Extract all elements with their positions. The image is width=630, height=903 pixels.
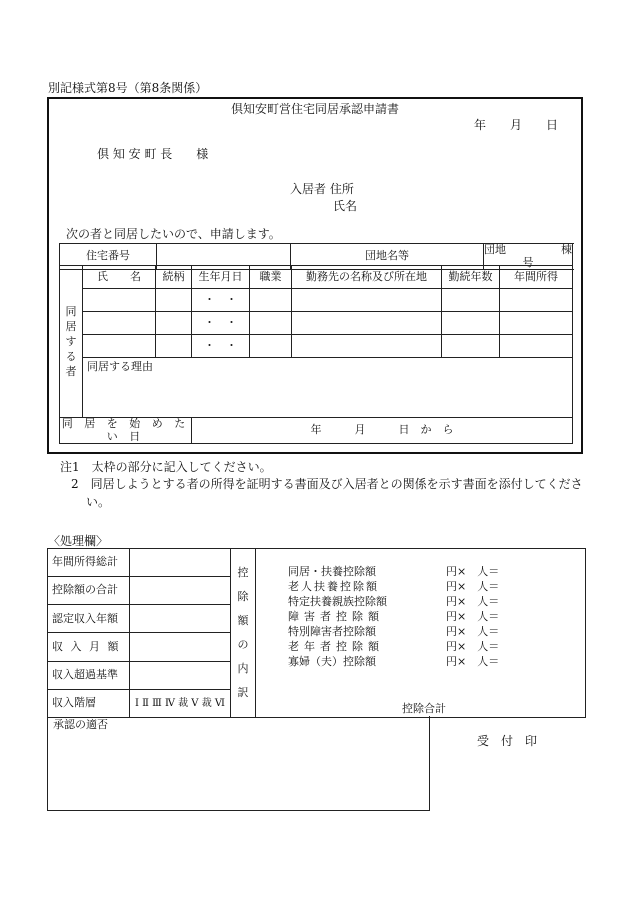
side-char: る <box>65 350 77 363</box>
addressee: 倶 知 安 町 長 様 <box>97 147 209 161</box>
income-cell[interactable] <box>500 289 573 312</box>
deduction-name: 特別障害者控除額 <box>288 625 376 638</box>
processing-table <box>47 548 586 718</box>
recognized-income-label: 認定収入年額 <box>48 605 130 633</box>
workplace-cell[interactable] <box>292 335 442 358</box>
col-birthdate: 生年月日 <box>192 266 250 289</box>
deduction-name: 同居・扶養控除額 <box>288 565 376 578</box>
col-name: 氏 名 <box>83 266 156 289</box>
side-char: す <box>65 335 77 348</box>
workplace-cell[interactable] <box>292 289 442 312</box>
income-class-label: 収入階層 <box>48 689 130 717</box>
deduction-total-label: 控除合計 <box>402 702 446 715</box>
name-cell[interactable] <box>83 312 156 335</box>
approval-label: 承認の適否 <box>53 718 108 731</box>
years-cell[interactable] <box>442 335 500 358</box>
years-cell[interactable] <box>442 289 500 312</box>
income-cell[interactable] <box>500 335 573 358</box>
deduction-value: 円× 人＝ <box>446 580 500 593</box>
reason-label: 同居する理由 <box>87 360 153 373</box>
col-workplace: 勤務先の名称及び所在地 <box>292 266 442 289</box>
annual-income-total-label: 年間所得総計 <box>48 549 130 577</box>
deduction-value: 円× 人＝ <box>446 625 500 638</box>
deduction-sum-label: 控除額の合計 <box>48 577 130 605</box>
deduction-name: 障害者控除額 <box>288 610 384 623</box>
reason-field[interactable] <box>83 358 573 418</box>
years-cell[interactable] <box>442 312 500 335</box>
side-char: 内 <box>237 662 249 675</box>
occupation-cell[interactable] <box>250 312 292 335</box>
processing-title: 〈処理欄〉 <box>48 534 109 548</box>
complex-value: 団地 棟 号 <box>484 243 628 269</box>
recognized-income-field[interactable] <box>130 605 231 633</box>
occupation-cell[interactable] <box>250 335 292 358</box>
col-income: 年間所得 <box>500 266 573 289</box>
approval-box[interactable] <box>47 716 430 811</box>
receipt-stamp-label: 受 付 印 <box>477 734 538 748</box>
deduction-sum-field[interactable] <box>130 577 231 605</box>
side-char: の <box>237 638 249 651</box>
monthly-income-field[interactable] <box>130 633 231 661</box>
deduction-side-label <box>231 549 256 718</box>
workplace-cell[interactable] <box>292 312 442 335</box>
table-row <box>60 312 573 335</box>
relation-cell[interactable] <box>156 289 192 312</box>
col-years: 勤続年数 <box>442 266 500 289</box>
side-char: 者 <box>65 365 77 378</box>
table-row <box>60 289 573 312</box>
table-row <box>60 335 573 358</box>
house-no-label: 住宅番号 <box>60 244 157 270</box>
document-title: 倶知安町営住宅同居承認申請書 <box>230 102 399 116</box>
occupation-cell[interactable] <box>250 289 292 312</box>
col-relation: 続柄 <box>156 266 192 289</box>
name-cell[interactable] <box>83 335 156 358</box>
applicant-name-label: 氏名 <box>333 199 358 213</box>
deduction-name: 特定扶養親族控除額 <box>288 595 387 608</box>
side-char: 訳 <box>237 686 249 699</box>
birthdate-cell[interactable]: ・ ・ <box>192 312 250 335</box>
side-char: 控 <box>237 566 249 579</box>
note-2-cont: い。 <box>86 495 111 509</box>
complex-name-label: 団地名等 <box>291 244 484 270</box>
deduction-name: 寡婦（夫）控除額 <box>288 655 376 668</box>
side-char: 額 <box>237 614 249 627</box>
birthdate-cell[interactable]: ・ ・ <box>192 289 250 312</box>
side-char: 同 <box>65 305 77 318</box>
col-occupation: 職業 <box>250 266 292 289</box>
monthly-income-label: 収 入 月 額 <box>48 633 130 661</box>
annual-income-total-field[interactable] <box>130 549 231 577</box>
cohabitant-side-label <box>60 266 83 418</box>
start-date-value[interactable]: 年 月 日 か ら <box>192 418 573 444</box>
name-cell[interactable] <box>83 289 156 312</box>
deduction-value: 円× 人＝ <box>446 655 500 668</box>
date-line: 年 月 日 <box>474 118 559 132</box>
deduction-breakdown <box>256 549 586 718</box>
deduction-value: 円× 人＝ <box>446 640 500 653</box>
income-class-value[interactable]: Ⅰ Ⅱ Ⅲ Ⅳ 裁 Ⅴ 裁 Ⅵ <box>130 689 231 717</box>
side-char: 居 <box>65 320 77 333</box>
income-excess-label: 収入超過基準 <box>48 661 130 689</box>
deduction-value: 円× 人＝ <box>446 565 500 578</box>
cohabitant-table <box>59 265 573 444</box>
intro-text: 次の者と同居したいので、申請します。 <box>66 227 281 241</box>
income-excess-field[interactable] <box>130 661 231 689</box>
note-2: 2 同居しようとする者の所得を証明する書面及び入居者との関係を示す書面を添付してくださ <box>71 477 583 491</box>
side-char: 除 <box>237 590 249 603</box>
form-number: 別記様式第8号（第8条関係） <box>48 81 208 95</box>
relation-cell[interactable] <box>156 312 192 335</box>
applicant-address-label: 入居者 住所 <box>290 182 354 196</box>
note-1: 注1 太枠の部分に記入してください。 <box>60 460 272 474</box>
income-cell[interactable] <box>500 312 573 335</box>
deduction-value: 円× 人＝ <box>446 595 500 608</box>
deduction-name: 老人扶養控除額 <box>288 580 379 593</box>
deduction-value: 円× 人＝ <box>446 610 500 623</box>
start-date-label: 同 居 を 始 め た い 日 <box>60 418 192 444</box>
relation-cell[interactable] <box>156 335 192 358</box>
birthdate-cell[interactable]: ・ ・ <box>192 335 250 358</box>
deduction-name: 老年者控除額 <box>288 640 384 653</box>
